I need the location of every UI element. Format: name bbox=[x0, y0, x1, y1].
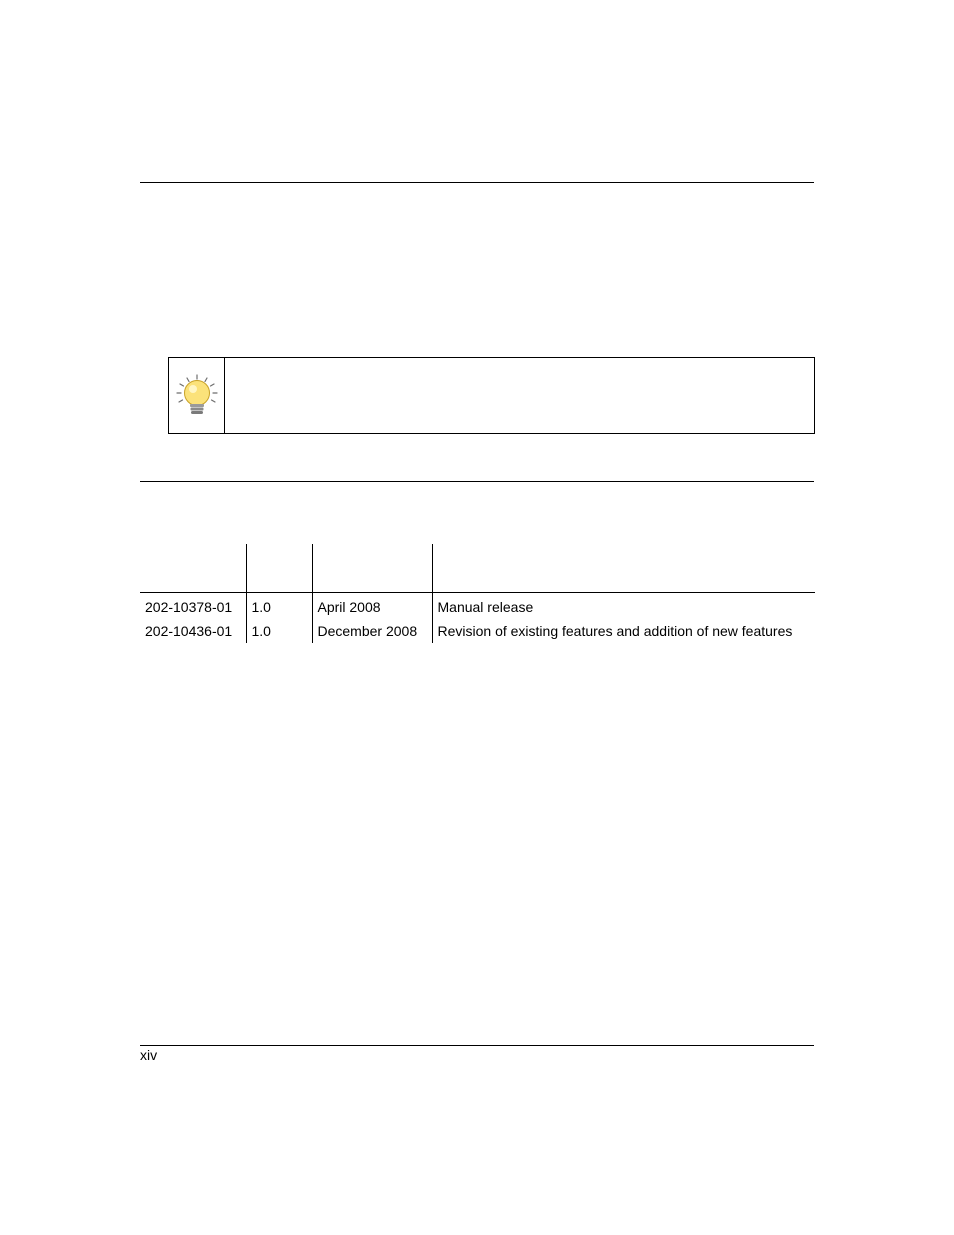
table-row bbox=[140, 619, 815, 643]
date-cell: April 2008 bbox=[312, 593, 432, 620]
revision-history-table bbox=[140, 544, 815, 643]
table-row bbox=[140, 593, 815, 620]
version-cell: 1.0 bbox=[246, 619, 312, 643]
version-cell: 1.0 bbox=[246, 593, 312, 620]
header-cell bbox=[246, 544, 312, 593]
tip-callout bbox=[168, 357, 815, 434]
section-divider bbox=[140, 481, 814, 482]
page-number: xiv bbox=[140, 1047, 158, 1063]
tip-icon-cell bbox=[169, 358, 225, 433]
part-number-cell: 202-10378-01 bbox=[145, 599, 233, 615]
date-cell: December 2008 bbox=[312, 619, 432, 643]
part-number-cell: 202-10436-01 bbox=[145, 623, 233, 639]
tip-text bbox=[225, 358, 814, 433]
header-cell bbox=[140, 544, 246, 593]
table-header-row bbox=[140, 544, 815, 593]
description-cell: Manual release bbox=[432, 593, 815, 620]
top-divider bbox=[140, 182, 814, 183]
footer-divider bbox=[140, 1045, 814, 1046]
description-cell: Revision of existing features and addition of new features bbox=[432, 619, 815, 643]
header-cell bbox=[312, 544, 432, 593]
lightbulb-icon bbox=[173, 372, 221, 420]
header-cell bbox=[432, 544, 815, 593]
